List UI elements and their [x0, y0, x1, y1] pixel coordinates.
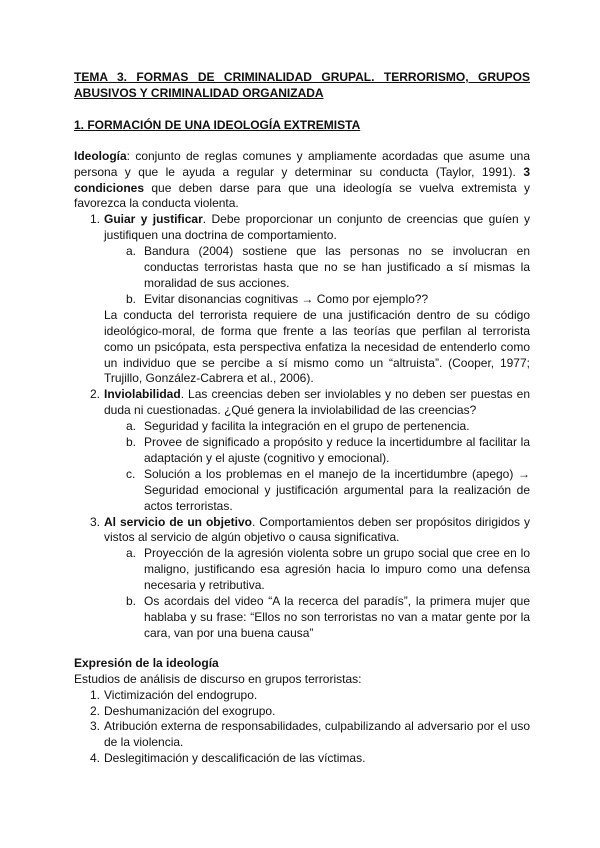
justification-paragraph: La conducta del terrorista requiere de una justificación dentro de su código ideológico-moral, de forma que frente a las teorías que perfilan al terrorista como un psicópata, esta perspectiva enfatiza la necesidad de entenderlo como un individuo que se percibe a sí mismo como un “altruista”. (Cooper, 1977; Trujillo, González-Cabrera et al., 2006).: [104, 307, 530, 386]
sub-list: [74, 244, 530, 308]
sub-text: Evitar disonancias cognitivas → Como por ejemplo??: [144, 291, 429, 306]
sub-list-item: [74, 467, 530, 515]
ideology-definition: [74, 149, 530, 213]
expression-intro: Estudios de análisis de discurso en grupos terroristas:: [74, 671, 362, 686]
item-heading: Al servicio de un objetivo: [104, 514, 252, 529]
list-number: 1.: [90, 687, 101, 702]
item-body: . Las creencias deben ser inviolables y no deben ser puestas en duda ni cuestionadas. ¿Qué genera la inviolabilidad de las creencias?: [104, 387, 530, 418]
sub-list-item: [74, 435, 530, 467]
list-item: [74, 515, 530, 547]
sub-letter: b.: [126, 594, 137, 609]
sub-list: [74, 419, 530, 514]
item-text: [104, 515, 530, 547]
item-body: . Debe proporcionar un conjunto de creencias que guíen y justifiquen una doctrina de comportamiento.: [104, 212, 530, 243]
sub-list-item: [74, 292, 530, 308]
list-number: 1.: [90, 212, 101, 227]
sub-letter: c.: [126, 466, 136, 481]
sub-list-item: [74, 546, 530, 594]
item-text: Deslegitimación y descalificación de las víctimas.: [104, 751, 366, 766]
list-number: 3.: [90, 514, 101, 529]
item-heading: Guiar y justificar: [104, 212, 203, 227]
document-title: TEMA 3. FORMAS DE CRIMINALIDAD GRUPAL. TERRORISMO, GRUPOS ABUSIVOS Y CRIMINALIDAD ORGANIZADA: [74, 70, 530, 100]
expression-heading: Expresión de la ideología: [74, 655, 219, 670]
list-item: [74, 212, 530, 244]
section-heading: 1. FORMACIÓN DE UNA IDEOLOGÍA EXTREMISTA: [74, 117, 361, 132]
conditions-bold: 3 condiciones: [74, 164, 530, 195]
sub-letter: b.: [126, 435, 137, 450]
ideology-def-text: : conjunto de reglas comunes y ampliamente acordadas que asume una persona y que le ayuda a regular y determinar su conducta (Taylor, 1991).: [74, 148, 530, 179]
conditions-list: [74, 515, 530, 547]
item-text: Victimización del endogrupo.: [104, 687, 258, 702]
list-item: [74, 387, 530, 419]
list-item: [74, 751, 530, 767]
sub-text: Proyección de la agresión violenta sobre un grupo social que cree en lo maligno, justificando esa agresión hacia lo impuro como una defensa necesaria y retributiva.: [144, 546, 530, 593]
conditions-list: [74, 387, 530, 419]
conditions-list: [74, 212, 530, 244]
list-number: 3.: [90, 719, 101, 734]
sub-letter: a.: [126, 244, 137, 259]
sub-text: Provee de significado a propósito y reduce la incertidumbre al facilitar la adaptación y el ajuste (cognitivo y emocional).: [144, 435, 530, 465]
list-item: [74, 704, 530, 720]
sub-list-item: [74, 594, 530, 642]
list-item: [74, 719, 530, 751]
list-number: 2.: [90, 703, 101, 718]
sub-text: Seguridad y facilita la integración en el grupo de pertenencia.: [144, 419, 470, 434]
item-text: Atribución externa de responsabilidades, culpabilizando al adversario por el uso de la violencia.: [104, 719, 530, 750]
sub-list: [74, 546, 530, 641]
sub-text: Bandura (2004) sostiene que las personas no se involucran en conductas terroristas hasta que no se han justificado a sí mismas la moralidad de sus acciones.: [144, 244, 530, 290]
list-item: [74, 688, 530, 704]
item-text: [104, 387, 530, 419]
item-heading: Inviolabilidad: [104, 387, 181, 402]
sub-text: Os acordais del video “A la recerca del paradís”, la primera mujer que hablaba y su frase: “Ellos no son terroristas no van a matar gente por la cara, van por una buena causa”: [144, 594, 530, 640]
sub-letter: a.: [126, 419, 137, 434]
sub-letter: b.: [126, 291, 137, 306]
item-text: Deshumanización del exogrupo.: [104, 703, 276, 718]
ideology-term: Ideología: [74, 148, 127, 163]
sub-text: Solución a los problemas en el manejo de la incertidumbre (apego) → Seguridad emocional y justificación argumental para la realización de actos terroristas.: [144, 466, 530, 513]
conditions-text: que deben darse para que una ideología se vuelva extremista y favorezca la conducta violenta.: [74, 180, 530, 211]
item-body: . Comportamientos deben ser propósitos dirigidos y vistos al servicio de algún objetivo o causa significativa.: [104, 514, 530, 545]
item-text: [104, 212, 530, 244]
document-page: [74, 70, 530, 767]
list-number: 4.: [90, 751, 101, 766]
list-number: 2.: [90, 387, 101, 402]
expression-list: [74, 688, 530, 768]
sub-list-item: [74, 419, 530, 435]
sub-list-item: [74, 244, 530, 292]
sub-letter: a.: [126, 546, 137, 561]
